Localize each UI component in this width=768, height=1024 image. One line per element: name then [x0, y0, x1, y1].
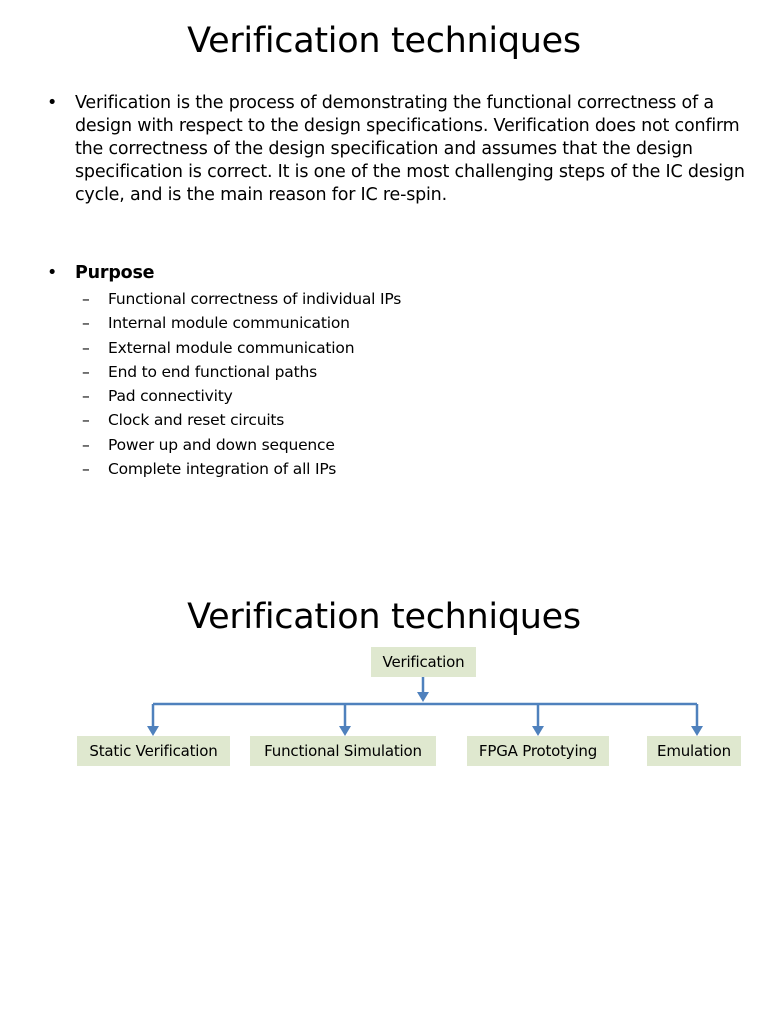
bullet-dot: • [47, 93, 58, 113]
slide1-title: Verification techniques [187, 21, 581, 61]
bullet-dot: • [47, 263, 58, 283]
list-item-label: End to end functional paths [108, 362, 317, 381]
list-item-label: Complete integration of all IPs [108, 460, 337, 479]
list-item: – External module communication [82, 338, 355, 357]
purpose-heading: Purpose [75, 263, 155, 283]
arrowhead-child-2 [339, 726, 351, 736]
list-item-label: Pad connectivity [108, 387, 233, 406]
list-item-label: External module communication [108, 338, 355, 357]
list-item: – Complete integration of all IPs [82, 460, 337, 479]
diagram-node-verification: Verification [371, 647, 476, 677]
list-item-label: Internal module communication [108, 314, 350, 333]
diagram-node-emulation: Emulation [647, 736, 741, 766]
list-item: – Functional correctness of individual IPs [82, 290, 402, 308]
list-item-label: Power up and down sequence [108, 435, 335, 454]
diagram-node-static-verification: Static Verification [77, 736, 230, 766]
diagram-node-functional-simulation: Functional Simulation [250, 736, 436, 766]
list-item-label: Functional correctness of individual IPs [108, 290, 402, 308]
list-item: – Internal module communication [82, 314, 350, 333]
arrowhead-child-3 [532, 726, 544, 736]
arrowhead-child-4 [691, 726, 703, 736]
list-item: – End to end functional paths [82, 362, 317, 381]
purpose-list [82, 287, 401, 481]
arrowhead-root [417, 692, 429, 702]
arrowhead-child-1 [147, 726, 159, 736]
list-item: – Power up and down sequence [82, 435, 335, 454]
diagram-node-fpga-prototying: FPGA Prototying [467, 736, 609, 766]
list-item: – Pad connectivity [82, 387, 233, 406]
verification-definition-text: Verification is the process of demonstrating the functional correctness of a design with respect to the design specifications. Verification does not confirm the correctness of the design specification and assumes that the design specification is correct. It is one of the most challenging steps of the IC design cycle, and is the main reason for IC re-spin. [75, 93, 745, 205]
list-item-label: Clock and reset circuits [108, 411, 285, 430]
slide2-title: Verification techniques [187, 597, 581, 637]
list-item: – Clock and reset circuits [82, 411, 285, 430]
